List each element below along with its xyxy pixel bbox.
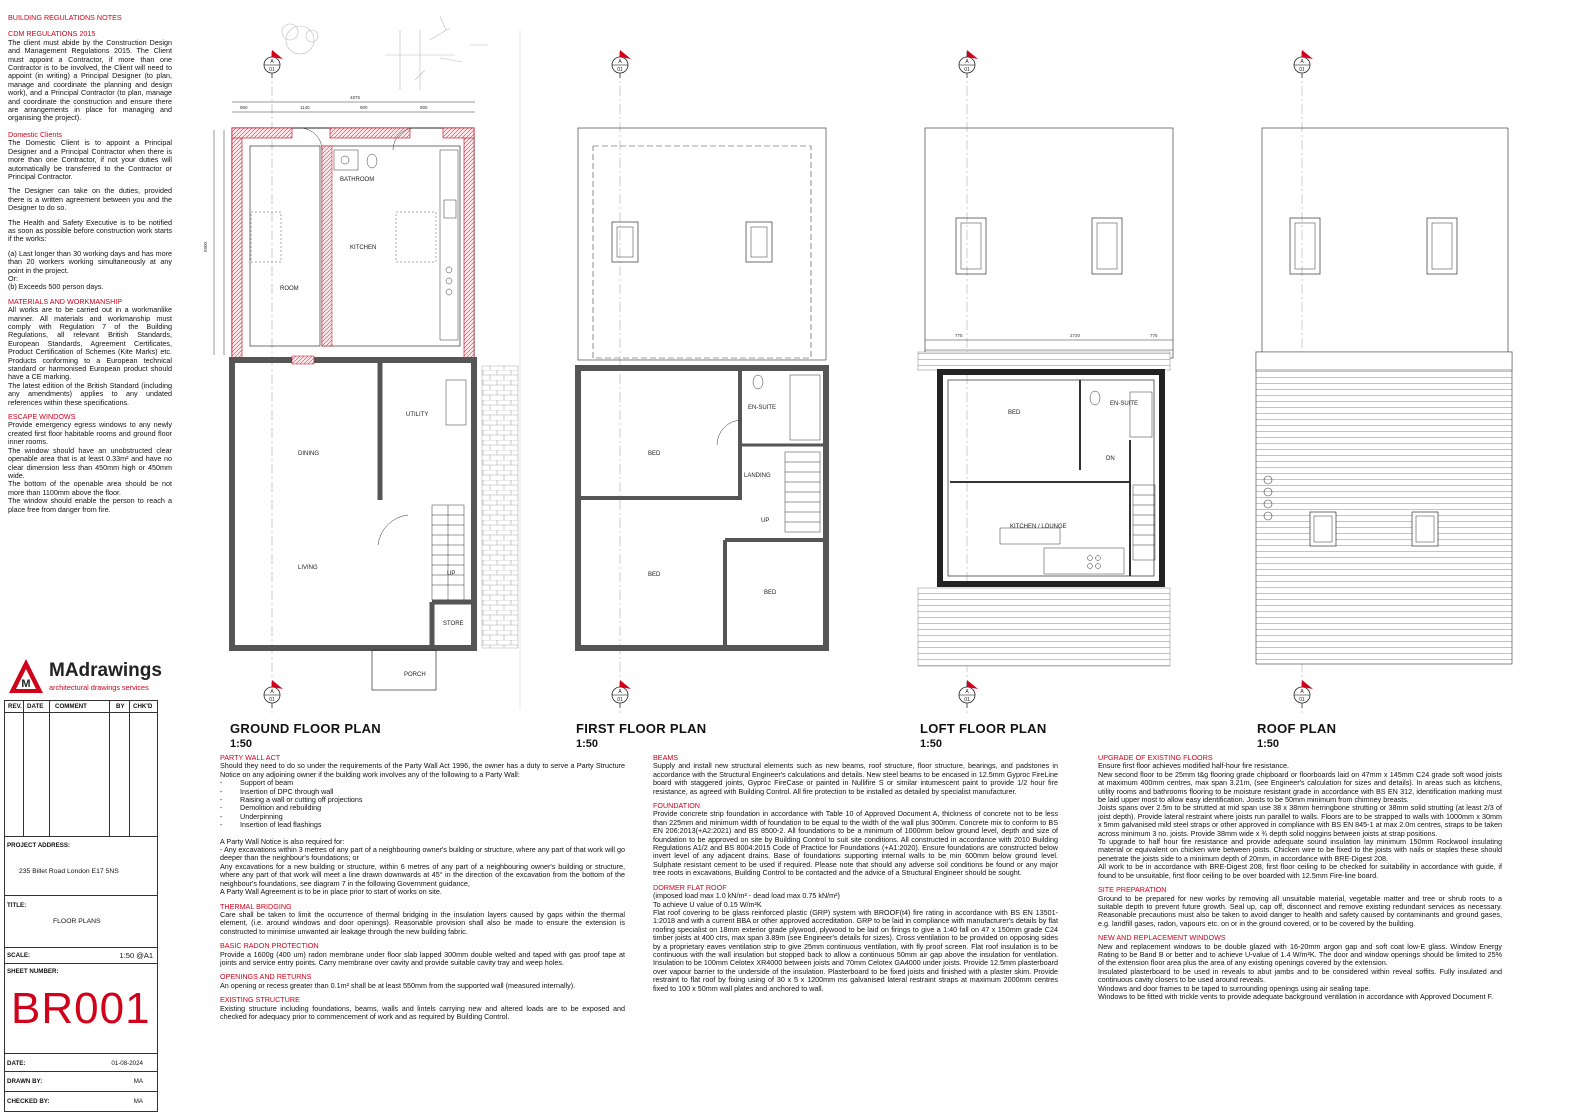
drawn-value: MA	[133, 1078, 143, 1085]
room-label: LANDING	[744, 473, 771, 479]
svg-text:A: A	[618, 689, 622, 695]
site-heading: SITE PREPARATION	[1098, 885, 1167, 895]
svg-text:01: 01	[269, 697, 275, 703]
beams-text: Supply and install new structural elements such as new beams, roof structure, floor structure, bearings, and padstones in accordance with the Structural Engineer's calculations and details. New steel beams to be encased in 12.5mm Gyproc FireLine board with staggered joints, Gyproc FireCase or painted in Nullifire S or similar intumescent paint to provide 1/2 hour fire resistance, as agreed with Building Control. All fire protection to be installed as detailed by specialist manufacturer.	[653, 761, 1058, 796]
domestic-heading: Domestic Clients	[8, 129, 62, 139]
chkd-col: CHK'D	[133, 703, 153, 710]
loft-floor-title: LOFT FLOOR PLAN	[920, 721, 1047, 736]
date-value: 01-08-2024	[111, 1060, 143, 1067]
room-label: BATHROOM	[340, 177, 375, 183]
existing-text: Existing structure including foundations, beams, walls and lintels carrying new and altered loads are to be exposed and checked for adequacy prior to commencement of work and as required by Building Control.	[220, 1003, 625, 1021]
ground-floor-plan	[203, 16, 520, 715]
beams-heading: BEAMS	[653, 753, 679, 762]
escape-text: The window should have an unobstructed clear openable area that is at least 0.33m² and have no clear dimension less than 450mm high or 450mm wide.	[8, 445, 172, 480]
room-label: BED	[764, 590, 777, 596]
svg-text:A: A	[618, 59, 622, 65]
escape-text: The window should enable the person to reach a place free from danger from fire.	[8, 496, 172, 514]
upgrade-text: Joists spans over 2.5m to be strutted at mid span use 38 x 38mm herringbone strutting or 38mm solid strutting (at least 2/3 of joist depth). Provide lateral restraint where joists run parallel to walls. Floors are to be strapped to walls with 1000mm x 30mm x 5mm galvanised mild steel straps or other approved in compliance with BS EN 845-1 at max 2.0m centres, straps to be taken across minimum 3 no. joists. Provide 38mm wide x ¾ depth solid noggins between joists at strap positions.	[1098, 803, 1502, 838]
svg-text:A: A	[965, 59, 969, 65]
windows-text: Windows to be fitted with trickle vents to provide adequate background ventilation in accordance with Approved Document F.	[1098, 991, 1494, 1001]
svg-text:900: 900	[360, 105, 368, 110]
party-wall-notice-b: Any excavations for a new building or structure, within 6 metres of any part of a neighbouring owner's building or structure, where any part of that work will meet a line drawn downwards at 45° in the direction of the excavation from the bottom of the neighbour's foundations, see diagram 7 in the following Government guidance,	[220, 861, 625, 888]
existing-heading: EXISTING STRUCTURE	[220, 995, 300, 1005]
svg-text:01: 01	[269, 67, 275, 73]
svg-text:900: 900	[420, 105, 428, 110]
logo-tagline: architectural drawings services	[49, 683, 149, 692]
ground-floor-title: GROUND FLOOR PLAN	[230, 721, 381, 736]
domestic-text: The Designer can take on the duties, provided there is a written agreement between you and the Designer to do so.	[8, 186, 172, 213]
openings-text: An opening or recess greater than 0.1m² shall be at least 550mm from the supported wall (measured internally).	[220, 980, 576, 990]
room-label: BED	[1008, 410, 1021, 416]
party-wall-agreement: A Party Wall Agreement is to be in place prior to start of works on site.	[220, 887, 442, 897]
room-label: UP	[447, 571, 456, 577]
date-label: DATE:	[7, 1060, 26, 1067]
list-item: - Underpinning	[220, 813, 625, 821]
svg-text:A: A	[1300, 689, 1304, 695]
domestic-text: The Health and Safety Executive is to be notified as soon as possible before construction work starts if the works:	[8, 217, 172, 244]
cdm-text: The client must abide by the Construction Design and Management Regulations 2015. The Client must appoint a Contractor, if more than one Contractor is to be involved, the Client will need to appoint (in writing) a Principal Designer (to plan, manage and coordinate the planning and design work), and a Principal Contractor (to plan, manage and coordinate the construction and ensure there are arrangements in place for managing and organising the project).	[8, 37, 172, 123]
room-label: BED	[648, 572, 661, 578]
domestic-or: Or:	[8, 273, 18, 283]
upgrade-text: To upgrade to half hour fire resistance and provide adequate sound insulation lay minimum 150mm Rockwool insulating material or equivalent on chicken wire between joists. Chicken wire to be fixed to the joists with nails or staples these should penetrate the joists side to a minimum depth of 20mm, in accordance with BRE-Digest 208.	[1098, 837, 1502, 863]
svg-text:01: 01	[964, 67, 970, 73]
escape-heading: ESCAPE WINDOWS	[8, 412, 76, 422]
rev-col: REV.	[8, 703, 22, 710]
dormer-load: (imposed load max 1.0 kN/m² - dead load max 0.75 kN/m²)	[653, 891, 840, 901]
room-label: BED	[648, 451, 661, 457]
title-label: TITLE:	[7, 902, 27, 909]
svg-text:01: 01	[964, 697, 970, 703]
spec-column-3	[1098, 754, 1502, 1001]
by-col: BY	[116, 703, 125, 710]
openings-heading: OPENINGS AND RETURNS	[220, 972, 312, 982]
list-item: - Demolition and rebuilding	[220, 804, 625, 812]
party-wall-list	[220, 779, 625, 829]
svg-text:775: 775	[955, 333, 963, 338]
comment-col: COMMENT	[55, 703, 87, 710]
first-floor-plan	[578, 50, 826, 715]
windows-text: New and replacement windows to be double glazed with 16-20mm argon gap and soft coat low-E glass. Window Energy Rating to be Band B or better and to achieve U-value of 1.4 W/m²K. The door and window openings should be limited to 25% of the extension floor area plus the area of any existing openings covered by the extension.	[1098, 941, 1502, 968]
svg-text:A: A	[270, 689, 274, 695]
dormer-text: Flat roof covering to be glass reinforced plastic (GRP) system with BROOF(t4) fire rating in accordance with BS EN 13501-1:2018 and with a current BBA or other approved accreditation. GRP to be laid in compliance with manufacturer's details by flat roofing specialist on 18mm exterior grade plywood, plywood to be laid on firings to give a 1:40 fall on 47 x 150mm grade C24 timber joists at 400 ctrs, max span 3.89m (see Engineer's details for sizes). Cross ventilation to be provided on opposing sides by a proprietary eaves ventilation strip to give 25mm continuous ventilation, with fly proof screen. Flat roof insulation is to be continuous with the wall insulation but stopped back to allow a continuous 50mm air gap above the insulation for ventilation. Insulation to be 100mm Celotex XR4000 between joists and 70mm Celotex GA4000 under joists. Provide 12.5mm plasterboard over vapour barrier to the underside of the insulation. Plasterboard to be fixed joists and finished with a plaster skim. Provide restraint to flat roof by fixing using of 30 x 5 x 1200mm ms galvanised lateral restraint straps at maximum 2000mm centres fixed to 100 x 50mm wall plates and anchored to wall.	[653, 907, 1058, 993]
room-label: PORCH	[404, 672, 426, 678]
party-wall-heading: PARTY WALL ACT	[220, 753, 281, 762]
domestic-item: (b) Exceeds 500 person days.	[8, 282, 104, 292]
scale-value: 1:50 @A1	[119, 951, 153, 960]
svg-text:01: 01	[617, 697, 623, 703]
thermal-heading: THERMAL BRIDGING	[220, 901, 292, 911]
room-label: KITCHEN	[350, 245, 377, 251]
radon-text: Provide a 1600g (400 um) radon membrane under floor slab lapped 300mm double welted and taped with gas proof tape at joints and service entry points. Carry membrane over cavity and provide suitable cavity tray and weep holes.	[220, 949, 625, 967]
party-wall-text: Should they need to do so under the requirements of the Party Wall Act 1996, the owner has a duty to serve a Party Structure Notice on any adjoining owner if the building work involves any of the following to a Party Wall:	[220, 761, 625, 779]
windows-text: Windows and door frames to be taped to surrounding openings using air sealing tape.	[1098, 983, 1371, 993]
foundation-text: Provide concrete strip foundation in accordance with Table 10 of Approved Document A, thickness of concrete not to be less than 225mm and minimum width of foundation to be equal to the width of the wall plus 300mm. Concrete mix to conform to BS EN 206:2013(+A2:2021) and BS 8500-2. All foundations to be a minimum of 1000mm below ground level, depth and size of foundation to be approved on site by Building Control to suit site conditions. All constructed in accordance with 2010 Building Regulations A1/2 and BS 8004:2015 Code of Practice for Foundations (+A1:2020). Ensure foundations are constructed below invert level of any adjacent drains. Base of foundations supporting internal walls to be min 600mm below ground level. Sulphate resistant cement to be used if required. Please note that should any adverse soil conditions be found or any major tree roots in excavations, Building Control to be contacted and the advice of a Structural Engineer should be sought.	[653, 809, 1058, 878]
checked-label: CHECKED BY:	[7, 1098, 50, 1105]
foundation-heading: FOUNDATION	[653, 801, 700, 811]
garden-landscape	[282, 16, 488, 90]
room-label: ROOM	[280, 286, 299, 292]
thermal-text: Care shall be taken to limit the occurrence of thermal bridging in the insulation layers caused by gaps within the thermal element, (i.e. around windows and door openings). Reasonable provision shall also be made to ensure the extension is constructed to minimise unwanted air leakage through the new building fabric.	[220, 909, 625, 936]
svg-text:01: 01	[1299, 67, 1305, 73]
svg-text:A: A	[1300, 59, 1304, 65]
materials-text: All works are to be carried out in a workmanlike manner. All materials and workmanship must comply with Regulation 7 of the Building Regulations, all relevant British Standards, European Standards, Agreement Certificates, Product Certification of Schemes (Kite Marks) etc. Products conforming to a European technical standard or harmonised European product should have a CE marking.	[8, 305, 172, 382]
radon-heading: BASIC RADON PROTECTION	[220, 941, 319, 951]
scale-label: SCALE:	[7, 952, 31, 959]
room-label: EN-SUITE	[748, 405, 777, 411]
party-wall-notice-a: - Any excavations within 3 metres of any part of a neighbouring owner's building or structure, where any part of that work will go deeper than the neighbour's foundations; or	[220, 845, 625, 863]
room-label: EN-SUITE	[1110, 401, 1139, 407]
svg-text:5900: 5900	[203, 241, 208, 252]
room-label: DN	[1106, 456, 1115, 462]
svg-text:950: 950	[240, 105, 248, 110]
checked-value: MA	[133, 1098, 143, 1105]
svg-text:01: 01	[1299, 697, 1305, 703]
svg-text:01: 01	[617, 67, 623, 73]
room-label: UTILITY	[406, 412, 429, 418]
room-label: STORE	[443, 621, 464, 627]
drawn-label: DRAWN BY:	[7, 1078, 43, 1085]
windows-text: Insulated plasterboard to be used in reveals to abut jambs and to be considered within reveal soffits. Fully insulated and continuous cavity closers to be used around reveals.	[1098, 966, 1502, 985]
upgrade-text: Ensure first floor achieves modified half-hour fire resistance.	[1098, 761, 1289, 771]
svg-text:1140: 1140	[300, 105, 310, 110]
spec-column-2	[653, 754, 1058, 993]
list-item: - Insertion of DPC through wall	[220, 788, 625, 796]
logo-brand: MAdrawings	[49, 660, 162, 681]
list-item: - Support of beam	[220, 779, 625, 787]
svg-text:2720: 2720	[1070, 333, 1081, 338]
dormer-u: To achieve U value of 0.15 W/m²K	[653, 899, 762, 909]
list-item: - Insertion of lead flashings	[220, 821, 625, 829]
svg-text:A: A	[965, 689, 969, 695]
first-floor-scale: 1:50	[576, 738, 599, 750]
roof-plan-scale: 1:50	[1257, 738, 1280, 750]
dormer-heading: DORMER FLAT ROOF	[653, 882, 727, 892]
loft-floor-scale: 1:50	[920, 738, 943, 750]
site-text: Ground to be prepared for new works by removing all unsuitable material, vegetable matter and tree or shrub roots to a suitable depth to prevent future growth. Seal up, cap off, disconnect and remove existing redundant services as necessary. Reasonable precautions must also be taken to avoid danger to health and safety caused by contaminants and ground gases, e.g. landfill gases, radon, vapours etc. on or in the ground covered, or to be covered by the building.	[1098, 893, 1502, 928]
room-label: LIVING	[298, 565, 318, 571]
roof-plan	[1256, 50, 1512, 715]
project-address: 235 Billet Road London E17 5NS	[19, 868, 119, 875]
upgrade-text: New second floor to be 25mm t&g flooring grade chipboard or floorboards laid on 47mm x 145mm C24 grade soft wood joists at maximum 400mm centres, max span 3.21m, (see Engineer's calculation for sizes and details). In areas such as kitchens, utility rooms and bathrooms flooring to be moisture resistant grade in accordance with BS EN 312, identification marking must be laid upper most to allow easy identification. Joists to be 50mm minimum from chimney breasts.	[1098, 769, 1502, 805]
svg-text:A: A	[270, 59, 274, 65]
upgrade-heading: UPGRADE OF EXISTING FLOORS	[1098, 753, 1213, 762]
windows-heading: NEW AND REPLACEMENT WINDOWS	[1098, 933, 1226, 943]
domestic-item: (a) Last longer than 30 working days and has more than 20 workers working simultaneously at any point in the project.	[8, 248, 172, 275]
logo-letter: M	[21, 678, 31, 690]
escape-text: The bottom of the openable area should be not more than 1100mm above the floor.	[8, 479, 172, 497]
party-wall-notice: A Party Wall Notice is also required for:	[220, 836, 345, 846]
ground-floor-scale: 1:50	[230, 738, 253, 750]
drawing-title: FLOOR PLANS	[53, 918, 101, 925]
room-label: UP	[761, 518, 770, 524]
upgrade-text: All work to be in accordance with BRE-Digest 208, first floor ceiling to be checked for suitability in accordance with guide, if found to be unsuitable, first floor ceiling to be over boarded with 12.5mm Fire-line board.	[1098, 862, 1502, 880]
project-address-label: PROJECT ADDRESS:	[7, 842, 71, 849]
svg-text:4875: 4875	[350, 95, 361, 100]
notes-heading: BUILDING REGULATIONS NOTES	[8, 13, 122, 22]
roof-plan-title: ROOF PLAN	[1257, 721, 1337, 736]
sheet-label: SHEET NUMBER:	[7, 968, 59, 975]
domestic-text: The Domestic Client is to appoint a Principal Designer and a Principal Contractor when there is more than one Contractor, if not your duties will automatically be transferred to the Contractor or Principal Contractor.	[8, 138, 172, 181]
materials-heading: MATERIALS AND WORKMANSHIP	[8, 296, 123, 306]
sheet-number: BR001	[11, 984, 151, 1033]
materials-text: The latest edition of the British Standard (including any amendments) applies to any undated references within these specifications.	[8, 380, 172, 407]
date-col: DATE	[27, 703, 44, 710]
escape-text: Provide emergency egress windows to any newly created first floor habitable rooms and ground floor inner rooms.	[8, 420, 172, 447]
svg-text:775: 775	[1150, 333, 1158, 338]
spec-column-1	[220, 754, 625, 1021]
room-label: DINING	[298, 451, 319, 457]
list-item: - Raising a wall or cutting off projections	[220, 796, 625, 804]
room-label: KITCHEN / LOUNGE	[1010, 524, 1067, 530]
cdm-heading: CDM REGULATIONS 2015	[8, 29, 96, 39]
loft-floor-plan	[918, 50, 1173, 715]
first-floor-title: FIRST FLOOR PLAN	[576, 721, 707, 736]
